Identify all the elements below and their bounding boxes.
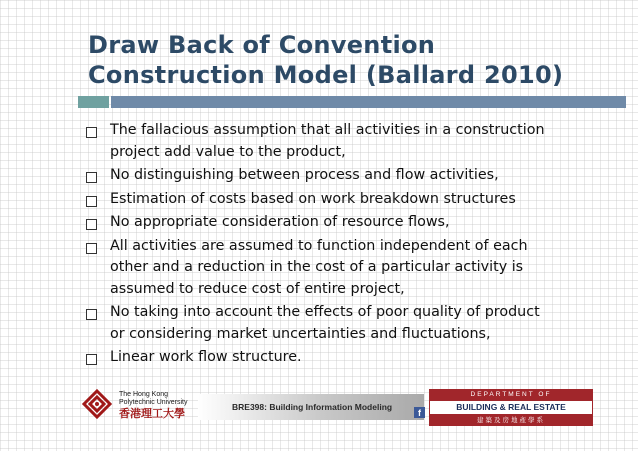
checkbox-bullet-icon (86, 127, 97, 138)
university-name-zh: 香港理工大學 (119, 407, 185, 420)
bullet-line: or considering market uncertainties and fluctuations, (110, 325, 491, 342)
bullet-line: No distinguishing between process and flow activities, (110, 167, 499, 183)
bullet-line: other and a reduction in the cost of a particular activity is (110, 259, 524, 275)
university-name-line-2: Polytechnic University (119, 399, 188, 406)
bullet-item (86, 165, 606, 187)
checkbox-bullet-icon (86, 219, 97, 230)
bullet-item (86, 212, 606, 234)
department-badge (429, 389, 593, 426)
department-label: DEPARTMENT OF (429, 389, 593, 400)
bullet-line: Linear work flow structure. (110, 349, 302, 365)
bullet-line: The fallacious assumption that all activities in a construction (110, 122, 545, 138)
bullet-line: No taking into account the effects of poor quality of product (110, 304, 540, 320)
checkbox-bullet-icon (86, 354, 97, 365)
bullet-line: assumed to reduce cost of entire project, (110, 280, 405, 297)
university-name-line-1: The Hong Kong (119, 391, 169, 398)
bullet-item (86, 236, 606, 301)
bullet-line: All activities are assumed to function independent of each (110, 237, 528, 254)
bullet-line: project add value to the product, (110, 143, 346, 160)
course-title: BRE398: Building Information Modeling (232, 402, 393, 412)
bullet-line: No appropriate consideration of resource flows, (110, 214, 450, 230)
checkbox-bullet-icon (86, 309, 97, 320)
slide-title (88, 30, 628, 90)
polyu-logo-icon (81, 388, 113, 420)
university-name-en (119, 391, 187, 407)
department-name-zh: 建築及房地產學系 (429, 415, 593, 426)
department-name: BUILDING & REAL ESTATE (429, 400, 593, 415)
bullet-list (86, 120, 606, 371)
facebook-icon[interactable]: f (414, 407, 425, 418)
title-underline-bar (111, 96, 626, 108)
checkbox-bullet-icon (86, 243, 97, 254)
bullet-item (86, 189, 606, 211)
bullet-item (86, 302, 606, 345)
checkbox-bullet-icon (86, 196, 97, 207)
bullet-item (86, 120, 606, 163)
title-line-2: Construction Model (Ballard 2010) (88, 61, 564, 89)
bullet-item (86, 347, 606, 369)
checkbox-bullet-icon (86, 172, 97, 183)
title-underline-accent (78, 96, 109, 108)
bullet-line: Estimation of costs based on work breakdown structures (110, 190, 516, 207)
title-line-1: Draw Back of Convention (88, 31, 436, 59)
